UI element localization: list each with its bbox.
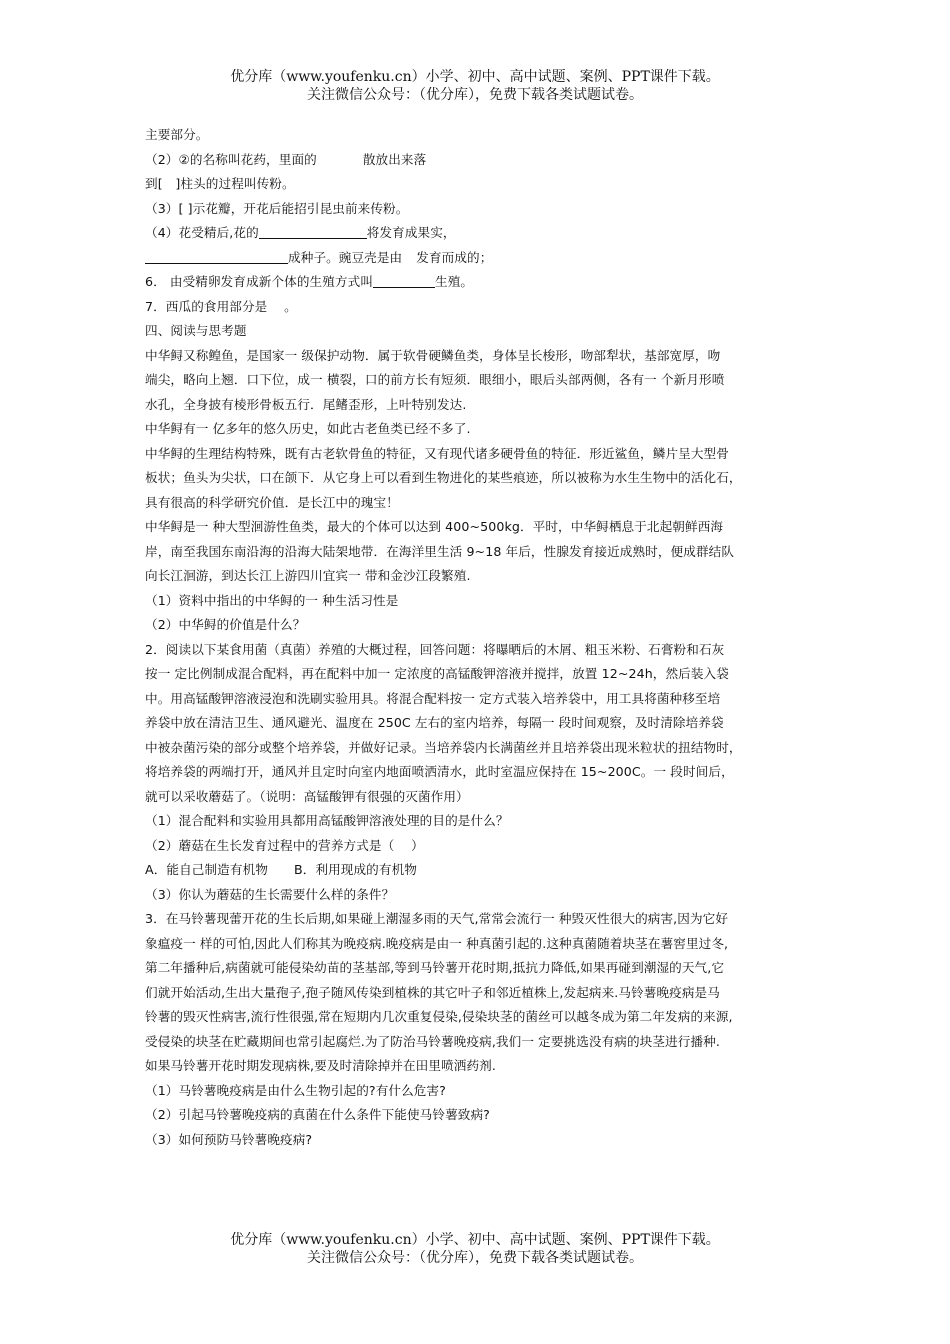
- text-line: 水孔，全身披有棱形骨板五行．尾鳍歪形，上叶特别发达.: [145, 396, 467, 412]
- text-span: 成种子。豌豆壳是由: [288, 249, 403, 265]
- question-line: [145, 246, 825, 271]
- document-body: [145, 123, 825, 1152]
- question-line: （2）中华鲟的价值是什么？: [145, 617, 306, 632]
- text-span: 发育而成的；: [416, 249, 493, 265]
- answer-options: [145, 858, 825, 883]
- text-line: 如果马铃薯开花时期发现病株,要及时清除掉并在田里喷洒药剂.: [145, 1058, 496, 1073]
- option-b: B．利用现成的有机物: [293, 862, 417, 877]
- page-header: [0, 68, 950, 104]
- text-line: 3．在马铃薯现蕾开花的生长后期,如果碰上潮湿多雨的天气,常常会流行一 种毁灭性很大的病害,因为它好: [145, 911, 729, 926]
- text-span: 散放出来落: [362, 151, 427, 167]
- question-line: （2）引起马铃薯晚疫病的真菌在什么条件下能使马铃薯致病?: [145, 1107, 490, 1122]
- text-line: 按一 定比例制成混合配料，再在配料中加一 定浓度的高锰酸钾溶液并搅拌，放置 12~24h，然后装入袋: [145, 666, 729, 681]
- text-line: 向长江洄游，到达长江上游四川宜宾一 带和金沙江段繁殖.: [145, 568, 471, 583]
- text-line: 中华鲟有一 亿多年的悠久历史，如此古老鱼类已经不多了.: [145, 421, 471, 436]
- text-span: 6． 由受精卵发育成新个体的生殖方式叫: [145, 274, 374, 289]
- question-line: （3）[ ]示花瓣，开花后能招引昆虫前来传粉。: [145, 200, 409, 216]
- text-line: 第二年播种后,病菌就可能侵染幼苗的茎基部,等到马铃薯开花时期,抵抗力降低,如果再碰到潮湿的天气,它: [145, 960, 725, 975]
- section-title: 四、阅读与思考题: [145, 323, 247, 338]
- option-a: A．能自己制造有机物: [145, 862, 268, 877]
- question-line: （1）马铃薯晚疫病是由什么生物引起的?有什么危害?: [145, 1082, 446, 1098]
- text-span: 将发育成果实，: [366, 225, 456, 240]
- text-span: （2）②的名称叫花药，里面的: [145, 151, 317, 167]
- text-line: 2．阅读以下某食用菌（真菌）养殖的大概过程，回答问题：将曝晒后的木屑、粗玉米粉、石膏粉和石灰: [145, 641, 725, 657]
- answer-blank: [145, 249, 288, 264]
- text-line: 岸，南至我国东南沿海的沿海大陆架地带．在海洋里生活 9~18 年后，性腺发育接近成熟时，便成群结队: [145, 543, 735, 559]
- answer-blank: [259, 224, 367, 239]
- page-footer: [0, 1231, 950, 1267]
- text-line: 具有很高的科学研究价值．是长江中的瑰宝！: [145, 494, 399, 510]
- text-line: 板状；鱼头为尖状，口在颌下．从它身上可以看到生物进化的某些痕迹，所以被称为水生生物中的活化石，: [145, 470, 742, 485]
- text-line: 将培养袋的两端打开，通风并且定时向室内地面喷洒清水，此时室温应保持在 15~200C。一 段时间后，: [145, 764, 734, 779]
- text-span: （4）花受精后,花的: [145, 225, 259, 240]
- question-line: [145, 148, 825, 173]
- question-line: （3）如何预防马铃薯晚疫病?: [145, 1131, 313, 1147]
- header-line-2: 关注微信公众号：（优分库），免费下载各类试题试卷。: [307, 87, 643, 103]
- text-line: 养袋中放在清洁卫生、通风避光、温度在 250C 左右的室内培养，每隔一 段时间观察，及时清除培养袋: [145, 715, 724, 730]
- question-line: （3）你认为蘑菇的生长需要什么样的条件？: [145, 886, 395, 902]
- text-line: 铃薯的毁灭性病害,流行性很强,常在短期内几次重复侵染,侵染块茎的菌丝可以越冬成为第二年发病的来源,: [145, 1009, 733, 1024]
- text-span: 生殖。: [435, 274, 474, 289]
- question-line: [145, 221, 825, 246]
- footer-line-1: 优分库（www.youfenku.cn）小学、初中、高中试题、案例、PPT课件下载。: [230, 1232, 720, 1248]
- footer-line-2: 关注微信公众号：（优分库），免费下载各类试题试卷。: [307, 1250, 643, 1266]
- answer-blank: [373, 273, 435, 288]
- header-line-1: 优分库（www.youfenku.cn）小学、初中、高中试题、案例、PPT课件下载。: [230, 69, 720, 85]
- text-line: 中华鲟又称鳇鱼，是国家一 级保护动物．属于软骨硬鳞鱼类，身体呈长梭形，吻部犁状，基部宽厚，吻: [145, 347, 721, 363]
- question-line: 到[ ]柱头的过程叫传粉。: [145, 176, 295, 191]
- text-line: 就可以采收蘑菇了。（说明：高锰酸钾有很强的灭菌作用）: [145, 788, 469, 804]
- text-line: 端尖，略向上翘．口下位，成一 横裂，口的前方长有短须．眼细小，眼后头部两侧，各有一 个新月形喷: [145, 372, 725, 387]
- text-line: 受侵染的块茎在贮藏期间也常引起腐烂.为了防治马铃薯晚疫病,我们一 定要挑选没有病的块茎进行播种.: [145, 1033, 720, 1049]
- question-line: （1）混合配料和实验用具都用高锰酸钾溶液处理的目的是什么？: [145, 813, 509, 828]
- text-line: 中华鲟的生理结构特殊，既有古老软骨鱼的特征，又有现代诸多硬骨鱼的特征．形近鲨鱼，鳞片呈大型骨: [145, 445, 729, 461]
- text-line: 中。用高锰酸钾溶液浸泡和洗刷实验用具。将混合配料按一 定方式装入培养袋中，用工具将菌种移至培: [145, 690, 721, 706]
- question-line: （1）资料中指出的中华鲟的一 种生活习性是: [145, 592, 399, 608]
- text-line: 象瘟疫一 样的可怕,因此人们称其为晚疫病.晚疫病是由一 种真菌引起的.这种真菌随着块茎在薯窖里过冬,: [145, 935, 729, 951]
- text-line: 中被杂菌污染的部分或整个培养袋，并做好记录。当培养袋内长满菌丝并且培养袋出现米粒状的扭结物时，: [145, 739, 742, 755]
- text-line: 们就开始活动,生出大量孢子,孢子随风传染到植株的其它叶子和邻近植株上,发起病来.马铃薯晚疫病是马: [145, 984, 720, 1000]
- text-line: 中华鲟是一 种大型洄游性鱼类，最大的个体可以达到 400~500kg．平时，中华鲟栖息于北起朝鲜西海: [145, 519, 724, 534]
- question-line: [145, 270, 825, 295]
- question-line: （2）蘑菇在生长发育过程中的营养方式是（ ）: [145, 837, 424, 853]
- text-line: 主要部分。: [145, 127, 209, 142]
- question-line: 7．西瓜的食用部分是 。: [145, 298, 297, 314]
